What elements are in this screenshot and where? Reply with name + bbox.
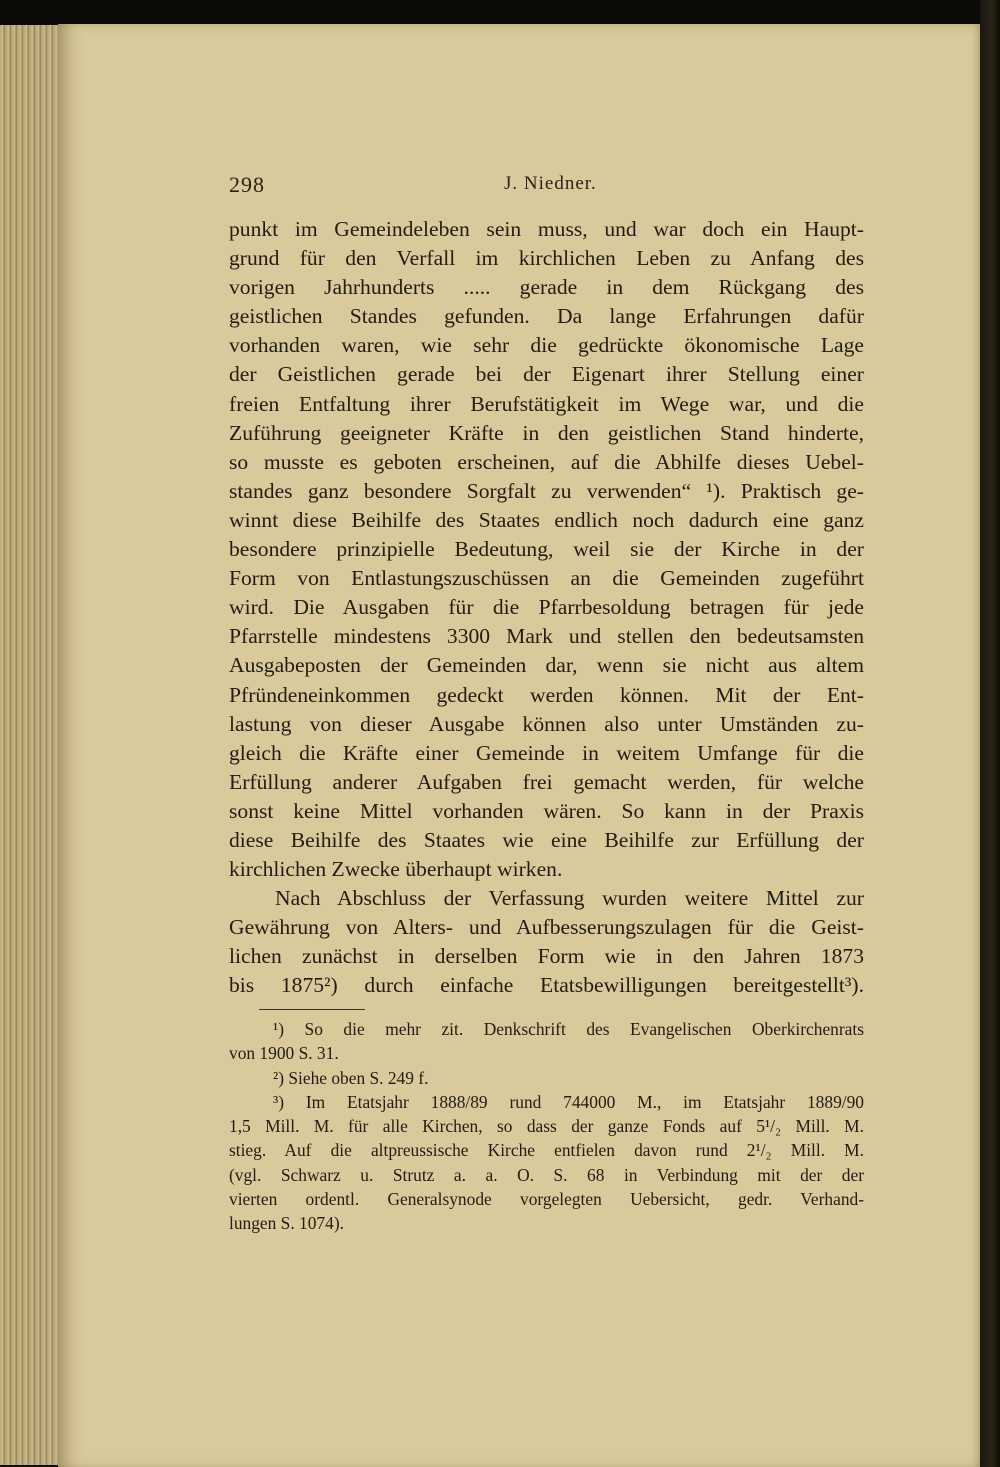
text-line: sonst keine Mittel vorhanden wären. So kann in der Praxis	[229, 798, 864, 823]
text-line: kirchlichen Zwecke überhaupt wirken.	[229, 857, 563, 882]
text-line: gleich die Kräfte einer Gemeinde in weitem Umfange für die	[229, 740, 864, 765]
footnote-line: ²) Siehe oben S. 249 f.	[273, 1067, 429, 1088]
text-line: diese Beihilfe des Staates wie eine Beihilfe zur Erfüllung der	[229, 827, 864, 852]
text-line: Zuführung geeigneter Kräfte in den geistlichen Stand hinderte,	[229, 420, 864, 445]
text-line: Gewährung von Alters- und Aufbesserungszulagen für die Geist-	[229, 915, 864, 940]
page-header	[229, 172, 864, 202]
text-line: grund für den Verfall im kirchlichen Leben zu Anfang des	[229, 246, 864, 271]
text-line: Ausgabeposten der Gemeinden dar, wenn sie nicht aus altem	[229, 653, 864, 678]
footnote-line: ³) Im Etatsjahr 1888/89 rund 744000 M., im Etatsjahr 1889/90	[273, 1091, 864, 1112]
footnote-separator	[259, 1009, 365, 1010]
text-line: besondere prinzipielle Bedeutung, weil sie der Kirche in der	[229, 537, 864, 562]
paragraph-start-line: Nach Abschluss der Verfassung wurden weitere Mittel zur	[275, 886, 864, 911]
text-line: lastung von dieser Ausgabe können also unter Umständen zu-	[229, 711, 864, 736]
text-line: Erfüllung anderer Aufgaben frei gemacht werden, für welche	[229, 769, 864, 794]
footnote-line: (vgl. Schwarz u. Strutz a. a. O. S. 68 in Verbindung mit der der	[229, 1164, 864, 1185]
text-line: so musste es geboten erscheinen, auf die Abhilfe dieses Uebel-	[229, 449, 864, 474]
body-text	[229, 215, 864, 1001]
text-line: standes ganz besondere Sorgfalt zu verwenden“ ¹). Praktisch ge-	[229, 478, 864, 503]
text-line: der Geistlichen gerade bei der Eigenart ihrer Stellung einer	[229, 362, 864, 387]
text-line: bis 1875²) durch einfache Etatsbewilligungen bereitgestellt³).	[229, 973, 864, 998]
footnote-line: vierten ordentl. Generalsynode vorgelegten Uebersicht, gedr. Verhand-	[229, 1189, 864, 1210]
page-number: 298	[229, 172, 265, 197]
text-line: punkt im Gemeindeleben sein muss, und war doch ein Haupt-	[229, 217, 864, 241]
footnote-line: ¹) So die mehr zit. Denkschrift des Evangelischen Oberkirchenrats	[273, 1019, 864, 1039]
footnotes	[229, 1017, 864, 1236]
footnote-line: lungen S. 1074).	[229, 1213, 344, 1234]
text-line: freien Entfaltung ihrer Berufstätigkeit im Wege war, und die	[229, 391, 864, 416]
binding-shadow	[980, 0, 1000, 1467]
footnote-line: stieg. Auf die altpreussische Kirche entfielen davon rund 2¹/₂ Mill. M.	[229, 1140, 864, 1161]
text-line: Pfarrstelle mindestens 3300 Mark und stellen den bedeutsamsten	[229, 624, 864, 649]
running-head: J. Niedner.	[504, 173, 597, 194]
text-line: geistlichen Standes gefunden. Da lange Erfahrungen dafür	[229, 304, 864, 329]
text-line: lichen zunächst in derselben Form wie in den Jahren 1873	[229, 944, 864, 969]
text-line: wird. Die Ausgaben für die Pfarrbesoldung betragen für jede	[229, 595, 864, 620]
text-line: winnt diese Beihilfe des Staates endlich noch dadurch eine ganz	[229, 507, 864, 532]
footnote-line: von 1900 S. 31.	[229, 1043, 339, 1064]
footnote-line: 1,5 Mill. M. für alle Kirchen, so dass der ganze Fonds auf 5¹/₂ Mill. M.	[229, 1116, 864, 1137]
text-line: Pfründeneinkommen gedeckt werden können. Mit der Ent-	[229, 682, 864, 707]
text-line: vorhanden waren, wie sehr die gedrückte ökonomische Lage	[229, 333, 864, 358]
text-line: vorigen Jahrhunderts ..... gerade in dem Rückgang des	[229, 275, 864, 300]
text-line: Form von Entlastungszuschüssen an die Gemeinden zugeführt	[229, 566, 864, 591]
